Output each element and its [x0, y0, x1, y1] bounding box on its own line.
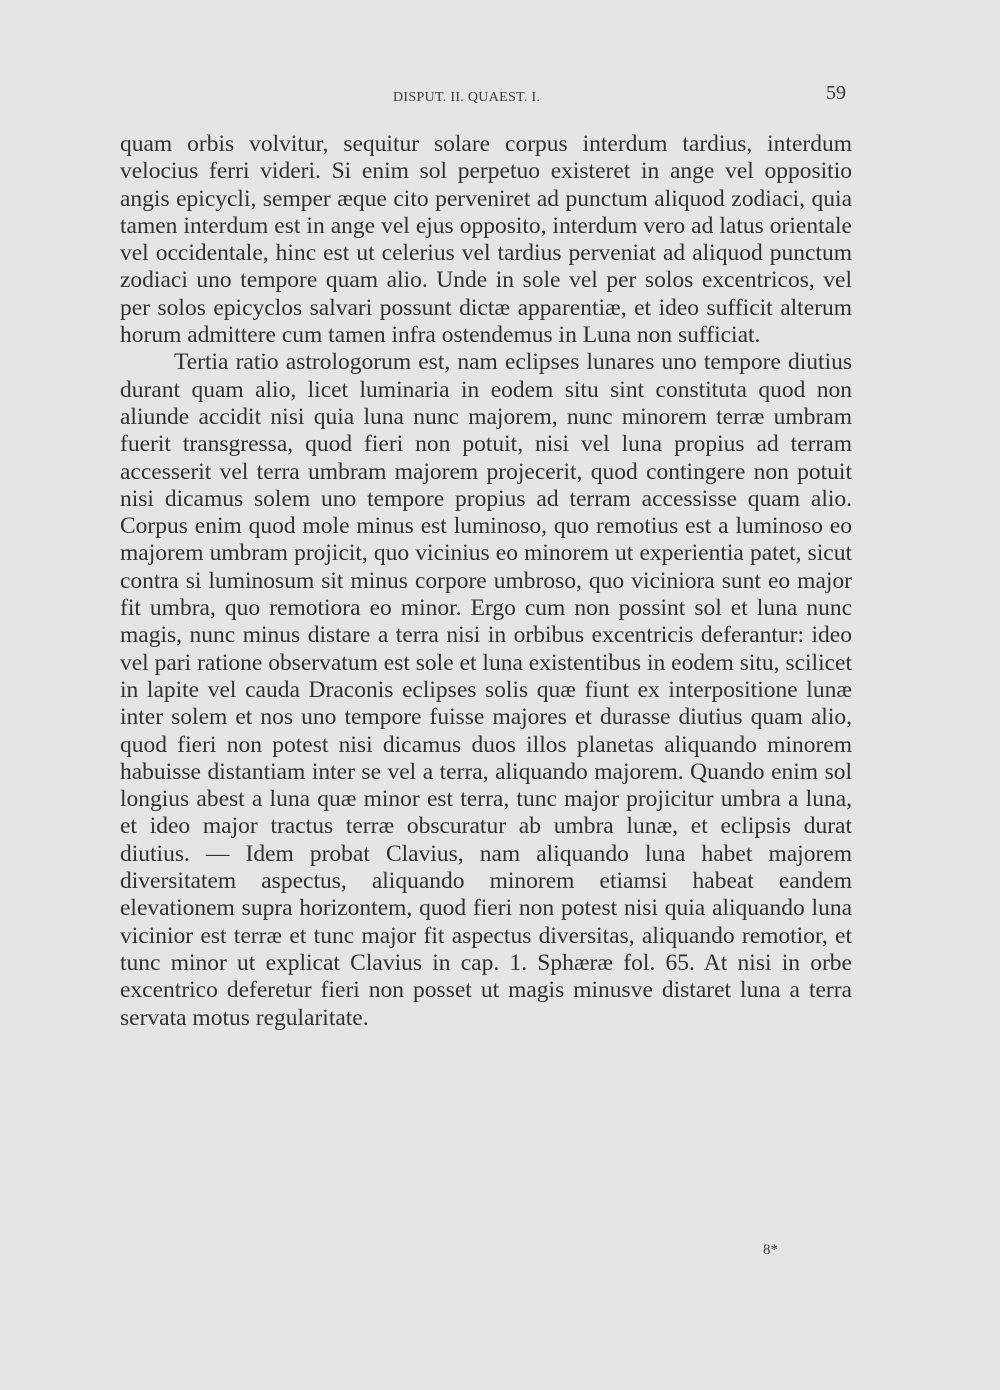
paragraph-tertia-ratio: Tertia ratio astrologorum est, nam eclipses lunares uno tempore diutius durant quam alio, licet luminaria in eodem situ sint constituta quod non aliunde accidit nisi quia luna nunc majorem, nunc minorem terræ umbram fuerit transgressa, quod fieri non potuit, nisi vel luna propius ad terram accesserit vel terra umbram majorem projecerit, quod contingere non potuit nisi dicamus solem uno tempore propius ad terram accessisse quam alio. Corpus enim quod mole minus est luminoso, quo remotius est a luminoso eo majorem umbram projicit, quo vicinius eo minorem ut experientia patet, sicut contra si luminosum sit minus corpore umbroso, quo viciniora sunt eo major fit umbra, quo remotiora eo minor. Ergo cum non possint sol et luna nunc magis, nunc minus distare a terra nisi in orbibus excentricis deferantur: ideo vel pari ratione observatum est sole et luna existentibus in eodem situ, scilicet in lapite vel cauda Draconis eclipses solis quæ fiunt ex interpositione lunæ inter solem et nos uno tempore fuisse majores et durasse diutius quam alio, quod fieri non potest nisi dicamus duos illos planetas aliquando minorem habuisse distantiam inter se vel a terra, aliquando majorem. Quando enim sol longius abest a luna quæ minor est terra, tunc major projicitur umbra a luna, et ideo major tractus terræ obscuratur ab umbra lunæ, et eclipsis durat diutius. — Idem probat Clavius, nam aliquando luna habet majorem diversitatem aspectus, aliquando minorem etiamsi habeat eandem elevationem supra horizontem, quod fieri non potest nisi quia aliquando luna vicinior est terræ et tunc major fit aspectus diversitas, aliquando remotior, et tunc minor ut explicat Clavius in cap. 1. Sphæræ fol. 65. At nisi in orbe excentrico deferetur fieri non posset ut magis minusve distaret luna a terra servata motus regularitate. [120, 349, 852, 1031]
body-text [120, 131, 852, 1032]
running-head: DISPUT. II. QUAEST. I. [393, 90, 541, 105]
paragraph-continuation: quam orbis volvitur, sequitur solare corpus interdum tardius, interdum velocius ferri videri. Si enim sol perpetuo existeret in ange vel oppositio angis epicycli, semper æque cito perveniret ad punctum aliquod zodiaci, quia tamen interdum est in ange vel ejus opposito, interdum vero ad latus orientale vel occidentale, hinc est ut celerius vel tardius perveniat ad aliquod punctum zodiaci uno tempore quam alio. Unde in sole vel per solos excentricos, vel per solos epicyclos salvari possunt dictæ apparentiæ, et ideo sufficit alterum horum admittere cum tamen infra ostendemus in Luna non sufficiat. [120, 131, 852, 349]
signature-mark: 8* [763, 1242, 778, 1258]
page-number: 59 [826, 82, 846, 104]
